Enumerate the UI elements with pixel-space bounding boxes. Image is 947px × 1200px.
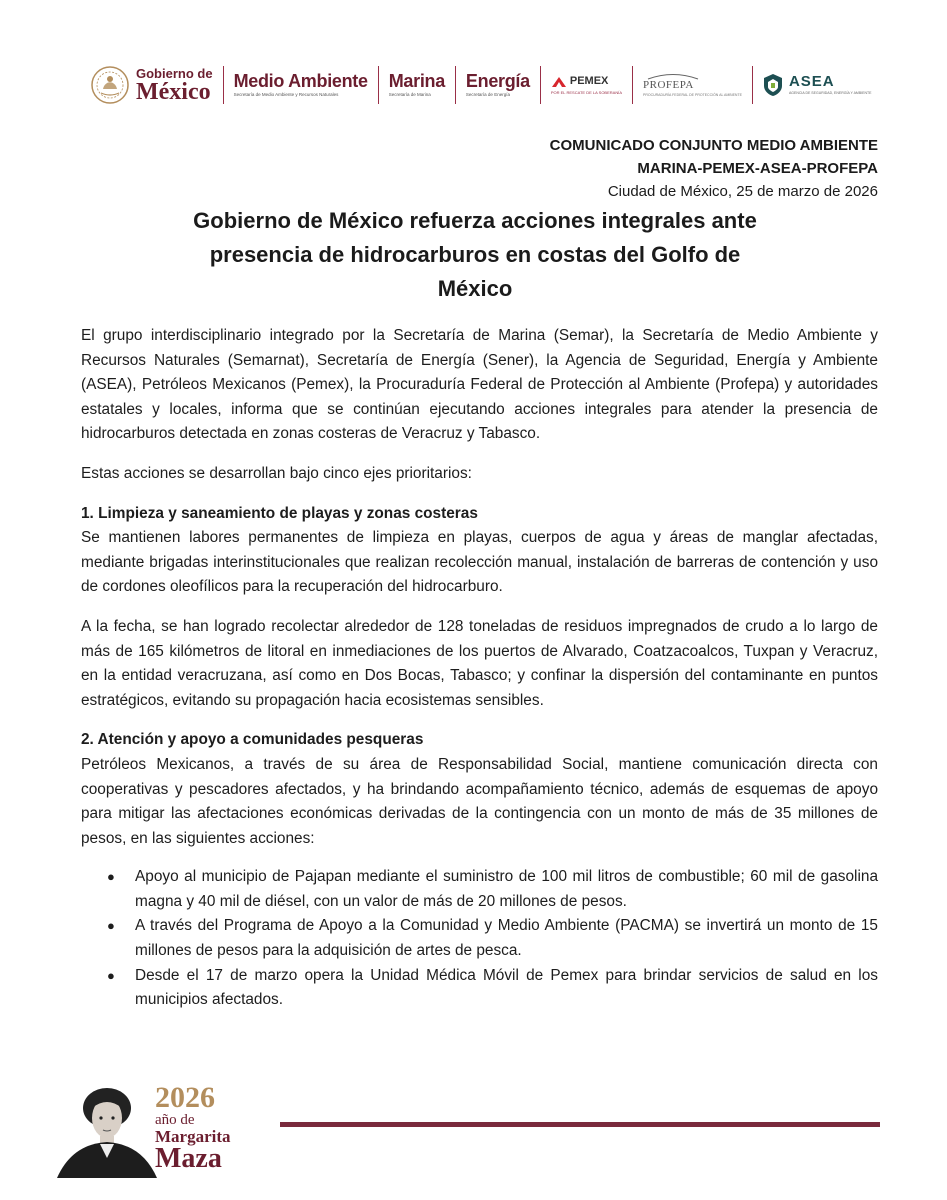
intro-paragraph: El grupo interdisciplinario integrado por la Secretaría de Marina (Semar), la Secretaría de Medio Ambiente y Recursos Naturales (Semarnat), Secretaría de Energía (Sener), la Agencia de Seguridad, Energía y Ambiente (ASEA), Petróleos Mexicanos (Pemex), la Procuraduría Federal de Protección al Ambiente (Profepa) y autoridades estatales y locales, informa que se continúan ejecutando acciones integrales para atender la presencia de hidrocarburos detectada en zonas costeras de Veracruz y Tabasco.: [81, 327, 878, 443]
section1-paragraph1: Se mantienen labores permanentes de limpieza en playas, cuerpos de agua y áreas de manglar afectadas, mediante brigadas interinstitucionales que realizan recolección manual, instalación de barreras de contención y uso de cordones oleofílicos para la recuperación del hidrocarburo.: [81, 529, 878, 596]
year-name-first: Margarita: [155, 1127, 231, 1146]
axes-paragraph: Estas acciones se desarrollan bajo cinco ejes prioritarios:: [81, 464, 472, 482]
logo-divider: [378, 66, 379, 104]
institution-logo-bar: [90, 62, 880, 108]
headline-line3: México: [437, 276, 513, 301]
pemex-eagle-icon: [551, 75, 567, 89]
bullet3-text: Desde el 17 de marzo opera la Unidad Médica Móvil de Pemex para brindar servicios de salud en los municipios afectados.: [135, 966, 878, 1009]
logo-divider: [632, 66, 633, 104]
bullet1-text: Apoyo al municipio de Pajapan mediante el suministro de 100 mil litros de combustible; 60 mil de gasolina magna y 40 mil de diésel, con un valor de más de 20 millones de pesos.: [135, 868, 878, 910]
profepa-sub: PROCURADURÍA FEDERAL DE PROTECCIÓN AL AMBIENTE: [643, 92, 742, 97]
bullet-icon: ●: [107, 918, 115, 934]
medio-ambiente-name: Medio Ambiente: [233, 71, 368, 92]
bullet2-text: A través del Programa de Apoyo a la Comunidad y Medio Ambiente (PACMA) se invertirá un monto de 15 millones de pesos para la adquisición de artes de pesca.: [135, 917, 878, 960]
logo-divider: [455, 66, 456, 104]
footer-divider: [280, 1122, 880, 1127]
year-commemoration: [155, 1083, 231, 1173]
asea-name: ASEA: [788, 73, 835, 91]
support-actions-list: [81, 865, 878, 1013]
gobierno-line1: Gobierno de: [136, 65, 213, 81]
body-text: [81, 324, 878, 1013]
section2-paragraph1: Petróleos Mexicanos, a través de su área de Responsabilidad Social, mantiene comunicación directa con cooperativas y pescadores afectados, y ha brindando acompañamiento técnico, además de esquemas de apoyo para mitigar las afectaciones económicas derivadas de la contingencia con un monto de más de 35 millones de pesos, en las siguientes acciones:: [81, 755, 878, 847]
pemex-sub: POR EL RESCATE DE LA SOBERANÍA: [550, 89, 622, 95]
gobierno-line2: México: [136, 78, 211, 105]
energia-name: Energía: [465, 71, 530, 92]
headline: [100, 204, 850, 306]
year-subtitle: año de: [155, 1112, 195, 1128]
communique-line1: COMUNICADO CONJUNTO MEDIO AMBIENTE: [549, 137, 878, 154]
headline-line1: Gobierno de México refuerza acciones integrales ante: [193, 208, 757, 233]
profepa-logo: [643, 72, 742, 97]
medio-ambiente-logo: [234, 72, 368, 98]
logo-divider: [540, 66, 541, 104]
year-number: 2026: [155, 1081, 215, 1114]
list-item: [107, 914, 878, 963]
communique-header: [550, 134, 878, 203]
asea-sub: AGENCIA DE SEGURIDAD, ENERGÍA Y AMBIENTE: [788, 91, 872, 96]
mexico-shield-icon: [90, 65, 130, 105]
section1-title: 1. Limpieza y saneamiento de playas y zonas costeras: [81, 504, 478, 522]
list-item: [107, 964, 878, 1013]
communique-date: Ciudad de México, 25 de marzo de 2026: [607, 183, 878, 200]
year-name-last: Maza: [155, 1143, 222, 1174]
section2-title: 2. Atención y apoyo a comunidades pesqueras: [81, 731, 424, 749]
section1-paragraph2: A la fecha, se han logrado recolectar alrededor de 128 toneladas de residuos impregnados de crudo a lo largo de más de 165 kilómetros de litoral en inmediaciones de los puertos de Alvarado, Coatzacoalcos, Tuxpan y Veracruz, en la entidad veracruzana, así como en Dos Bocas, Tabasco; y confinar la dispersión del contaminante en puntos estratégicos, evitando su propagación hacia ecosistemas sensibles.: [81, 617, 878, 709]
headline-line2: presencia de hidrocarburos en costas del Golfo de: [209, 242, 741, 267]
marina-name: Marina: [388, 71, 445, 92]
logo-divider: [752, 66, 753, 104]
energia-logo: [466, 72, 530, 98]
asea-logo: [763, 73, 872, 97]
logo-divider: [223, 66, 224, 104]
communique-line2: MARINA-PEMEX-ASEA-PROFEPA: [637, 160, 878, 177]
energia-sub: Secretaría de Energía: [465, 92, 510, 98]
profepa-name: PROFEPA: [643, 79, 694, 92]
marina-sub: Secretaría de Marina: [388, 92, 431, 98]
medio-ambiente-sub: Secretaría de Medio Ambiente y Recursos Naturales: [233, 92, 339, 98]
gobierno-de-mexico-logo: [90, 65, 213, 105]
pemex-name: PEMEX: [569, 75, 609, 88]
bullet-icon: ●: [107, 967, 115, 983]
asea-shield-icon: [763, 73, 783, 97]
pemex-logo: [551, 75, 622, 95]
bullet-icon: ●: [107, 869, 115, 885]
list-item: [107, 865, 878, 914]
marina-logo: [389, 72, 445, 98]
